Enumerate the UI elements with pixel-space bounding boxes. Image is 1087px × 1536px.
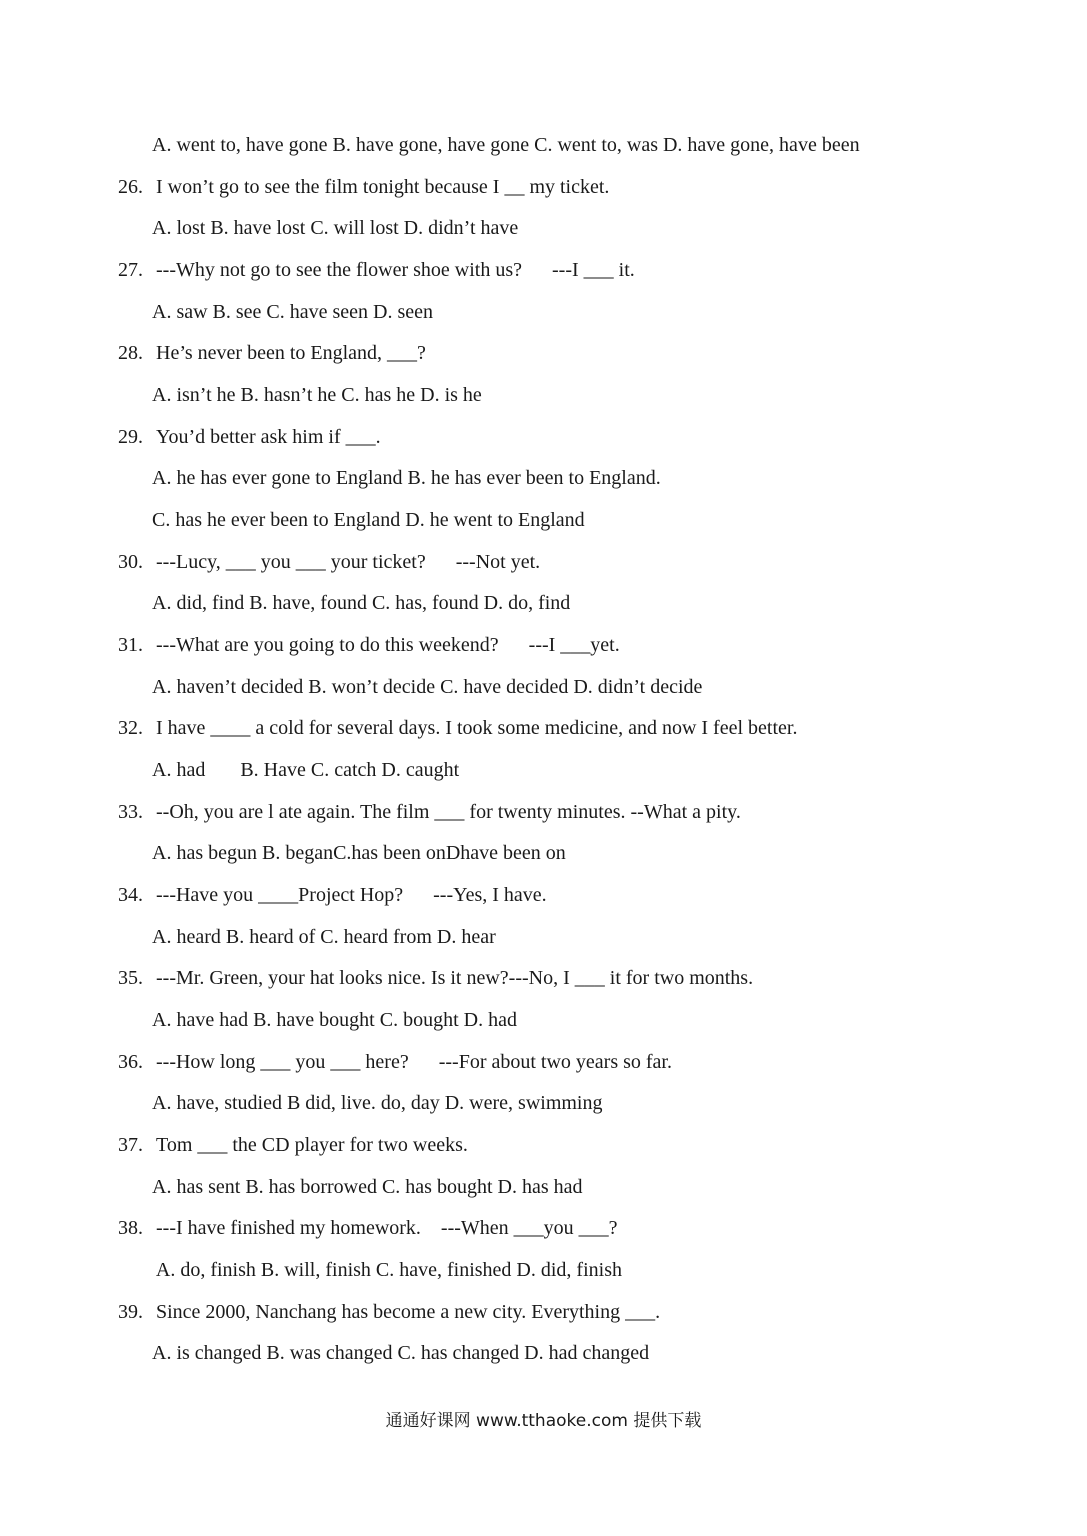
option-line: A. isn’t he B. hasn’t he C. has he D. is he [152,384,482,406]
page-footer: 通通好课网 www.tthaoke.com 提供下载 [385,1411,702,1431]
question-text: ---What are you going to do this weekend? ---I ___yet. [156,634,620,656]
question-31 [118,633,620,657]
question-33 [118,800,741,824]
question-number: 26. [118,176,143,198]
option-line: A. haven’t decided B. won’t decide C. have decided D. didn’t decide [152,676,703,698]
question-39 [118,1300,660,1324]
question-26 [118,175,609,199]
question-number: 29. [118,426,143,448]
question-text: ---Lucy, ___ you ___ your ticket? ---Not yet. [156,551,541,573]
question-text: ---Why not go to see the flower shoe with us? ---I ___ it. [156,259,635,281]
option-line: A. has sent B. has borrowed C. has bought D. has had [152,1176,583,1198]
option-line: A. did, find B. have, found C. has, found D. do, find [152,592,571,614]
option-line: A. had B. Have C. catch D. caught [152,759,460,781]
option-line: A. is changed B. was changed C. has changed D. had changed [152,1342,650,1364]
question-number: 34. [118,884,143,906]
question-number: 31. [118,634,143,656]
option-line: C. has he ever been to England D. he went to England [152,509,585,531]
question-text: You’d better ask him if ___. [156,426,381,448]
question-number: 32. [118,717,143,739]
question-number: 30. [118,551,143,573]
question-text: I won’t go to see the film tonight because I __ my ticket. [156,176,610,198]
question-text: I have ____ a cold for several days. I took some medicine, and now I feel better. [156,717,798,739]
question-number: 38. [118,1217,143,1239]
option-line: A. has begun B. beganC.has been onDhave been on [152,842,566,864]
question-text: ---I have finished my homework. ---When ___you ___? [156,1217,618,1239]
question-32 [118,716,797,740]
question-text: ---How long ___ you ___ here? ---For about two years so far. [156,1051,672,1073]
question-text: ---Mr. Green, your hat looks nice. Is it new?---No, I ___ it for two months. [156,967,754,989]
question-28 [118,341,426,365]
question-number: 35. [118,967,143,989]
option-line: A. he has ever gone to England B. he has ever been to England. [152,467,661,489]
option-line: A. do, finish B. will, finish C. have, finished D. did, finish [152,1259,622,1281]
question-30 [118,550,540,574]
question-38 [118,1216,618,1240]
question-number: 36. [118,1051,143,1073]
question-27 [118,258,635,282]
question-number: 27. [118,259,143,281]
question-number: 39. [118,1301,143,1323]
option-line: A. have had B. have bought C. bought D. had [152,1009,517,1031]
option-line: A. went to, have gone B. have gone, have gone C. went to, was D. have gone, have been [152,134,860,156]
option-line: A. heard B. heard of C. heard from D. hear [152,926,496,948]
question-text: ---Have you ____Project Hop? ---Yes, I have. [156,884,547,906]
question-number: 28. [118,342,143,364]
question-text: Tom ___ the CD player for two weeks. [156,1134,468,1156]
question-37 [118,1133,468,1157]
question-34 [118,883,547,907]
option-line: A. saw B. see C. have seen D. seen [152,301,434,323]
question-text: Since 2000, Nanchang has become a new city. Everything ___. [156,1301,661,1323]
question-number: 37. [118,1134,143,1156]
question-number: 33. [118,801,143,823]
question-text: --Oh, you are l ate again. The film ___ for twenty minutes. --What a pity. [156,801,741,823]
question-36 [118,1050,672,1074]
question-text: He’s never been to England, ___? [156,342,426,364]
question-29 [118,425,381,449]
question-35 [118,966,753,990]
option-line: A. lost B. have lost C. will lost D. didn’t have [152,217,519,239]
option-line: A. have, studied B did, live. do, day D. were, swimming [152,1092,603,1114]
